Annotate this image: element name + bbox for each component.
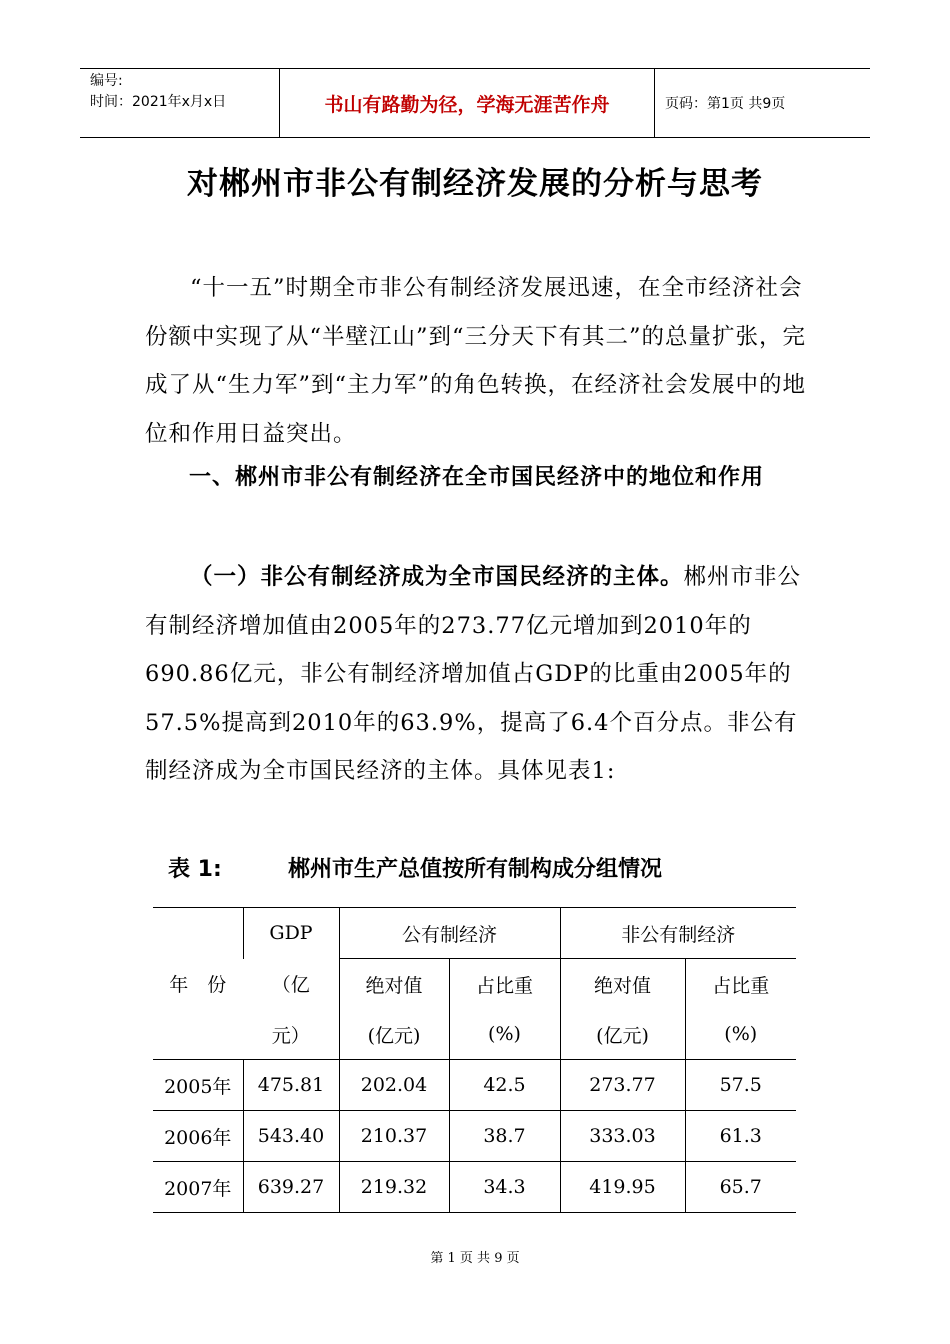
cell-gdp: 543.40	[243, 1111, 339, 1162]
header-np-ratio: 占比重	[685, 959, 796, 1010]
gdp-ownership-table	[153, 907, 796, 1213]
cell-np-abs: 273.77	[560, 1060, 685, 1111]
page-header	[80, 68, 870, 138]
header-motto: 书山有路勤为径，学海无涯苦作舟	[280, 69, 655, 137]
table-caption-title: 郴州市生产总值按所有制构成分组情况	[288, 857, 663, 882]
header-page-code: 页码：第1页 共9页	[665, 96, 786, 112]
cell-year: 2007年	[153, 1162, 243, 1213]
header-public: 公有制经济	[339, 908, 560, 959]
time-label: 时间：2021年x月x日	[90, 94, 227, 110]
cell-np-abs: 419.95	[560, 1162, 685, 1213]
cell-np-abs: 333.03	[560, 1111, 685, 1162]
header-gdp-line1: GDP	[243, 908, 339, 959]
section-heading: 一、郴州市非公有制经济在全市国民经济中的地位和作用	[189, 465, 765, 490]
header-pub-ratio: 占比重	[449, 959, 560, 1010]
subsection-text: 郴州市非公有制经济增加值由2005年的273.77亿元增加到2010年的690.86亿元，非公有制经济增加值占GDP的比重由2005年的57.5%提高到2010年的63.9%，提高了6.4个百分点。非公有制经济成为全市国民经济的主体。具体见表1:	[145, 564, 802, 784]
cell-np-ratio: 65.7	[685, 1162, 796, 1213]
cell-pub-ratio: 38.7	[449, 1111, 560, 1162]
cell-pub-abs: 219.32	[339, 1162, 449, 1213]
page-footer: 第 1 页 共 9 页	[430, 1251, 520, 1266]
intro-paragraph: “十一五”时期全市非公有制经济发展迅速，在全市经济社会份额中实现了从“半壁江山”到“三分天下有其二”的总量扩张，完成了从“生力军”到“主力军”的角色转换，在经济社会发展中的地位和作用日益突出。	[145, 275, 807, 447]
header-pub-abs-unit: (亿元)	[339, 1009, 449, 1060]
table-row	[153, 1111, 796, 1162]
cell-pub-abs: 210.37	[339, 1111, 449, 1162]
header-meta	[80, 69, 280, 137]
header-np-ratio-unit: (%)	[685, 1009, 796, 1060]
cell-year: 2005年	[153, 1060, 243, 1111]
header-pub-abs: 绝对值	[339, 959, 449, 1010]
cell-np-ratio: 57.5	[685, 1060, 796, 1111]
cell-pub-abs: 202.04	[339, 1060, 449, 1111]
cell-gdp: 475.81	[243, 1060, 339, 1111]
table-row	[153, 1060, 796, 1111]
table-caption-label: 表 1:	[168, 857, 222, 882]
header-np-abs-unit: (亿元)	[560, 1009, 685, 1060]
subsection-paragraph	[145, 553, 810, 796]
header-np-abs: 绝对值	[560, 959, 685, 1010]
header-gdp-line2: （亿	[271, 974, 310, 997]
table-row	[153, 1162, 796, 1213]
cell-pub-ratio: 34.3	[449, 1162, 560, 1213]
header-nonpublic: 非公有制经济	[560, 908, 796, 959]
cell-np-ratio: 61.3	[685, 1111, 796, 1162]
cell-gdp: 639.27	[243, 1162, 339, 1213]
cell-pub-ratio: 42.5	[449, 1060, 560, 1111]
document-title: 对郴州市非公有制经济发展的分析与思考	[187, 166, 763, 202]
subsection-heading: （一）非公有制经济成为全市国民经济的主体。	[190, 564, 684, 590]
header-pub-ratio-unit: (%)	[449, 1009, 560, 1060]
header-year: 年 份	[153, 908, 243, 1060]
cell-year: 2006年	[153, 1111, 243, 1162]
header-gdp-line3: 元）	[243, 1009, 339, 1060]
number-label: 编号:	[90, 73, 123, 89]
